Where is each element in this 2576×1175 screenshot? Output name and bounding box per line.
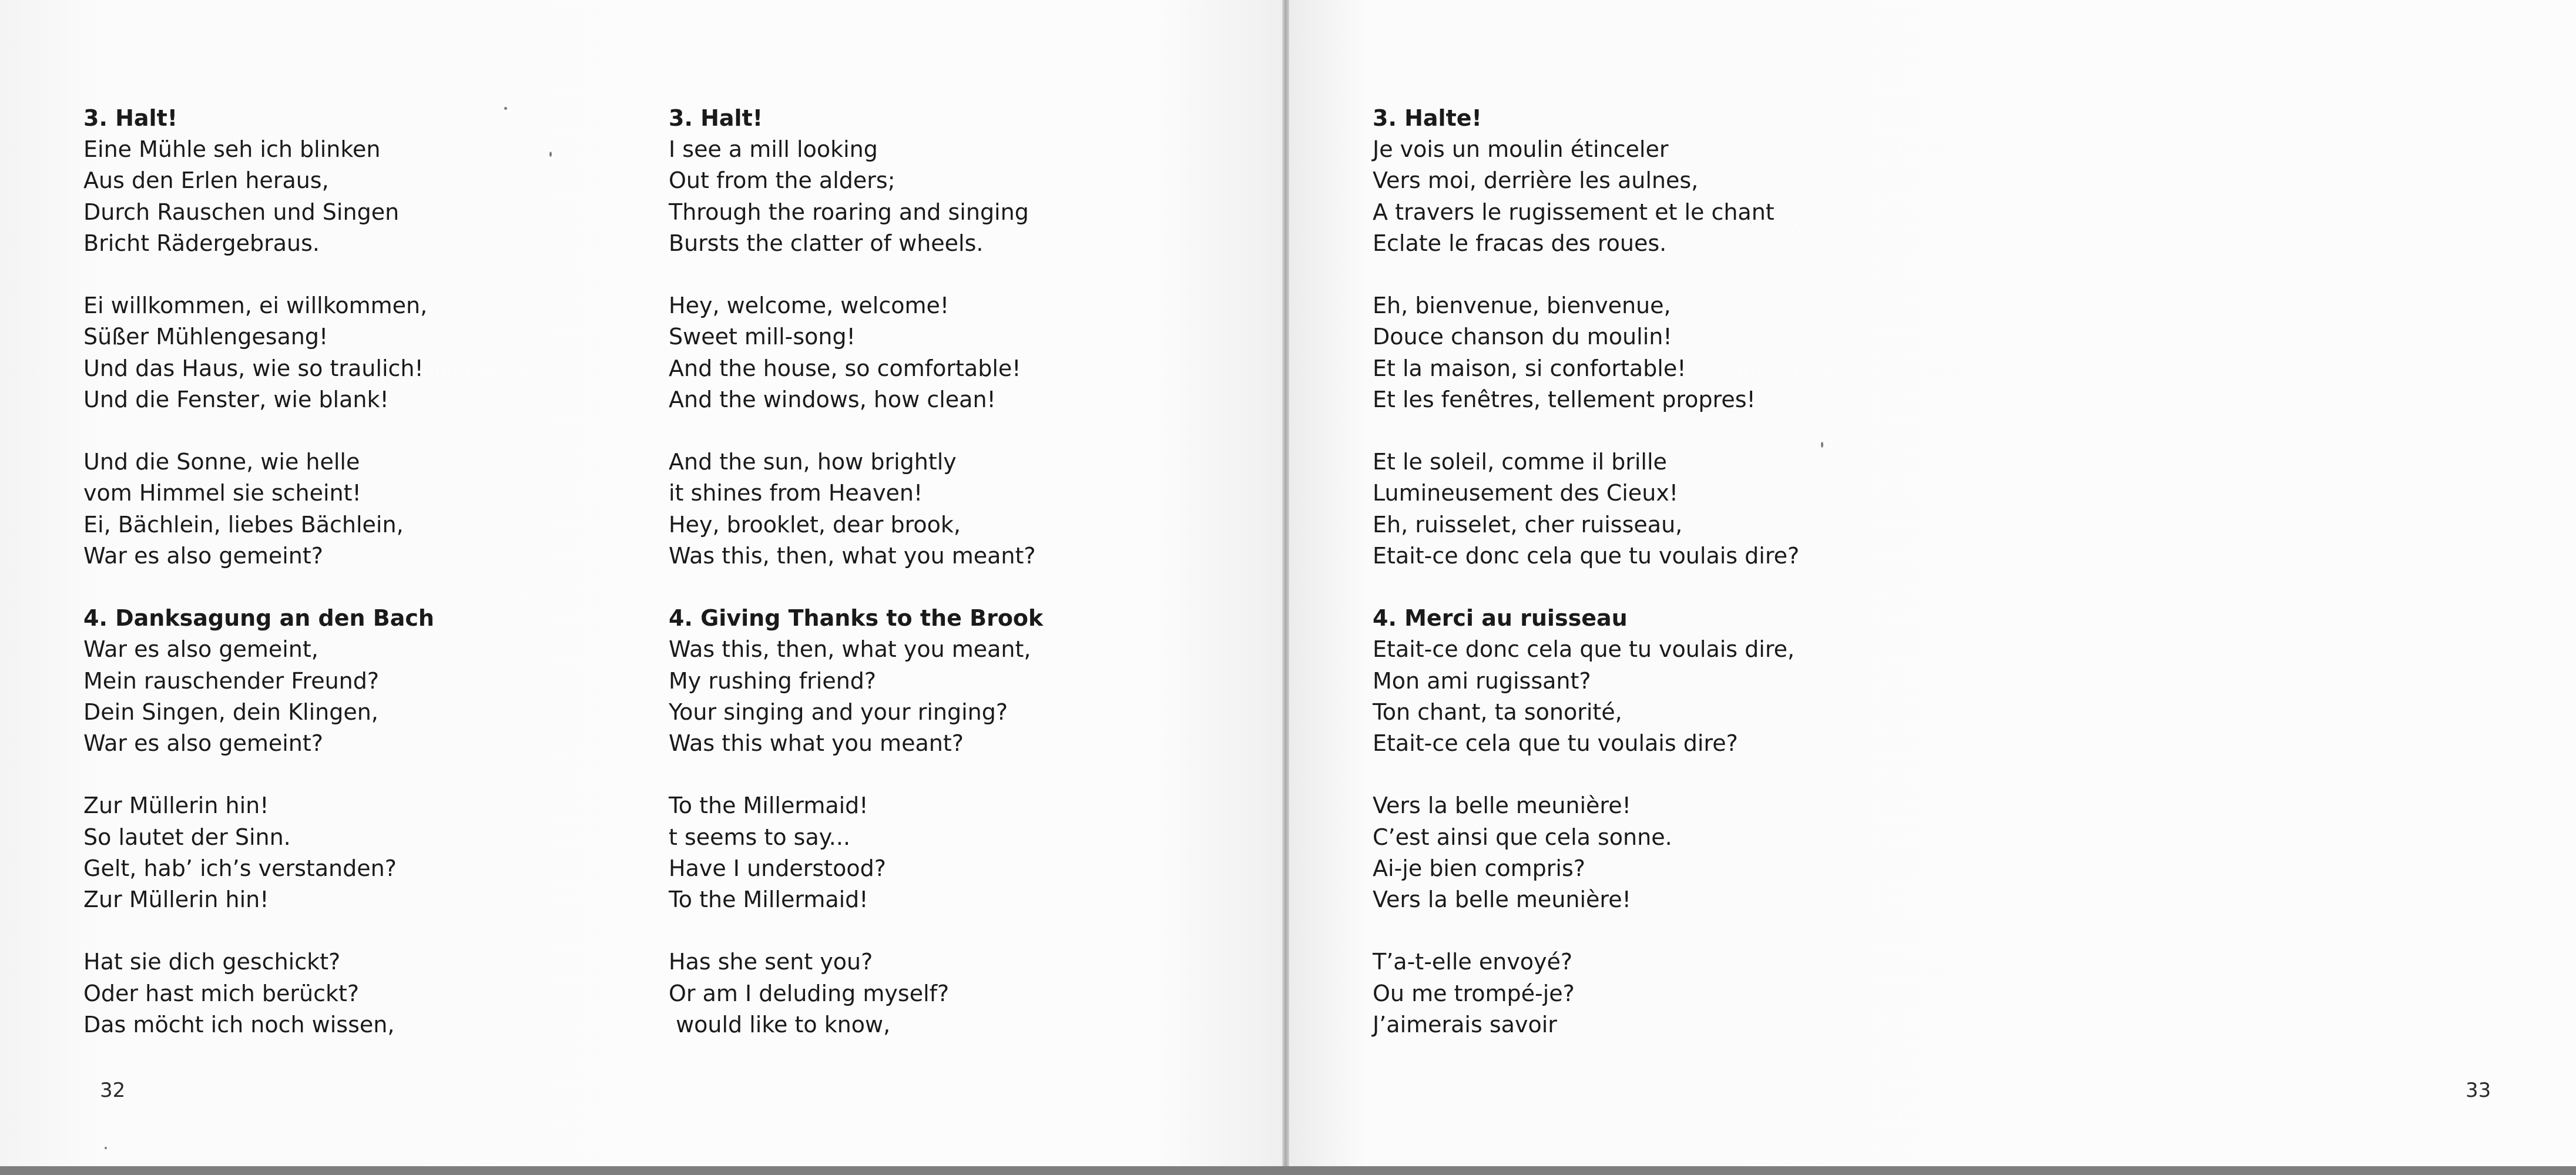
lyric-line: Douce chanson du moulin!	[1373, 324, 1672, 350]
lyric-line: Eine Mühle seh ich blinken	[83, 136, 381, 163]
lyric-line: vom Himmel sie scheint!	[83, 480, 361, 506]
german-lyrics-column	[83, 103, 434, 1040]
stanza-break	[83, 759, 434, 790]
lyric-line: Vers la belle meunière!	[1373, 793, 1631, 819]
lyric-line: Ou me trompé-je?	[1373, 980, 1575, 1006]
lyric-line: Have I understood?	[669, 855, 886, 881]
lyric-line: Etait-ce donc cela que tu voulais dire?	[1373, 542, 1800, 569]
lyric-line: Hey, welcome, welcome!	[669, 293, 950, 319]
lyric-line: And the house, so comfortable!	[669, 355, 1021, 381]
stanza-break	[669, 259, 1043, 290]
lyric-line: Through the roaring and singing	[669, 199, 1029, 225]
dust-speck	[105, 1147, 107, 1149]
stanza-break	[669, 915, 1043, 946]
stanza-break	[1373, 415, 1799, 446]
lyric-line: And the sun, how brightly	[669, 449, 957, 475]
lyric-line: t seems to say...	[669, 824, 851, 850]
lyric-line: Zur Müllerin hin!	[83, 887, 269, 913]
lyric-line: Sweet mill-song!	[669, 324, 856, 350]
stanza-break	[83, 915, 434, 946]
song-heading: 4. Giving Thanks to the Brook	[669, 605, 1044, 632]
lyric-line: Eclate le fracas des roues.	[1373, 230, 1667, 256]
lyric-line: So lautet der Sinn.	[83, 824, 291, 850]
book-gutter	[1282, 0, 1289, 1166]
lyric-line: Und das Haus, wie so traulich!	[83, 355, 424, 381]
lyric-line: Und die Fenster, wie blank!	[83, 386, 389, 412]
lyric-line: Was this what you meant?	[669, 730, 964, 757]
lyric-line: Vers la belle meunière!	[1373, 887, 1631, 913]
lyric-line: Et le soleil, comme il brille	[1373, 449, 1667, 475]
lyric-line: Hey, brooklet, dear brook,	[669, 511, 961, 538]
stanza-break	[1373, 572, 1799, 603]
song-heading: 4. Danksagung an den Bach	[83, 605, 434, 632]
lyric-line: Hat sie dich geschickt?	[83, 949, 341, 975]
lyric-line: Je vois un moulin étinceler	[1373, 136, 1669, 163]
lyric-line: Eh, ruisselet, cher ruisseau,	[1373, 511, 1683, 538]
lyric-line: Das möcht ich noch wissen,	[83, 1011, 395, 1038]
song-heading: 3. Halt!	[83, 105, 178, 131]
lyric-line: To the Millermaid!	[669, 793, 868, 819]
lyric-line: I see a mill looking	[669, 136, 878, 163]
stanza-break	[83, 415, 434, 446]
lyric-line: would like to know,	[669, 1011, 891, 1038]
song-heading: 3. Halte!	[1373, 105, 1482, 131]
lyric-line: J’aimerais savoir	[1373, 1011, 1557, 1038]
song-heading: 4. Merci au ruisseau	[1373, 605, 1628, 632]
lyric-line: Et la maison, si confortable!	[1373, 355, 1686, 381]
lyric-line: T’a-t-elle envoyé?	[1373, 949, 1573, 975]
lyric-line: And the windows, how clean!	[669, 386, 996, 412]
lyric-line: Oder hast mich berückt?	[83, 980, 360, 1006]
right-page	[1289, 0, 2576, 1166]
stanza-break	[1373, 259, 1799, 290]
lyric-line: Your singing and your ringing?	[669, 699, 1008, 725]
lyric-line: Vers moi, derrière les aulnes,	[1373, 167, 1699, 194]
dust-speck	[1821, 442, 1823, 448]
song-heading: 3. Halt!	[669, 105, 763, 131]
lyric-line: Aus den Erlen heraus,	[83, 167, 329, 194]
lyric-line: Ei willkommen, ei willkommen,	[83, 293, 428, 319]
lyric-line: Dein Singen, dein Klingen,	[83, 699, 378, 725]
stanza-break	[83, 259, 434, 290]
lyric-line: Mon ami rugissant?	[1373, 667, 1591, 694]
lyric-line: My rushing friend?	[669, 667, 877, 694]
page-number-right: 33	[2466, 1079, 2491, 1102]
scanner-edge	[0, 1166, 2576, 1175]
lyric-line: War es also gemeint?	[83, 542, 323, 569]
english-lyrics-column	[669, 103, 1043, 1040]
stanza-break	[83, 572, 434, 603]
french-lyrics-column	[1373, 103, 1799, 1040]
dust-speck	[504, 107, 507, 110]
lyric-line: Bursts the clatter of wheels.	[669, 230, 984, 256]
lyric-line: Etait-ce donc cela que tu voulais dire,	[1373, 636, 1795, 663]
lyric-line: To the Millermaid!	[669, 887, 868, 913]
lyric-line: Was this, then, what you meant?	[669, 542, 1036, 569]
lyric-line: Etait-ce cela que tu voulais dire?	[1373, 730, 1738, 757]
dust-speck	[549, 152, 552, 157]
left-page	[0, 0, 1282, 1166]
lyric-line: Und die Sonne, wie helle	[83, 449, 360, 475]
lyric-line: Zur Müllerin hin!	[83, 793, 269, 819]
lyric-line: Lumineusement des Cieux!	[1373, 480, 1678, 506]
lyric-line: Ei, Bächlein, liebes Bächlein,	[83, 511, 404, 538]
lyric-line: Eh, bienvenue, bienvenue,	[1373, 293, 1671, 319]
lyric-line: Was this, then, what you meant,	[669, 636, 1031, 663]
lyric-line: Has she sent you?	[669, 949, 873, 975]
lyric-line: Süßer Mühlengesang!	[83, 324, 328, 350]
lyric-line: Or am I deluding myself?	[669, 980, 950, 1006]
lyric-line: Gelt, hab’ ich’s verstanden?	[83, 855, 397, 881]
lyric-line: A travers le rugissement et le chant	[1373, 199, 1775, 225]
lyric-line: Ai-je bien compris?	[1373, 855, 1585, 881]
stanza-break	[669, 759, 1043, 790]
stanza-break	[669, 415, 1043, 446]
stanza-break	[1373, 759, 1799, 790]
stanza-break	[1373, 915, 1799, 946]
lyric-line: Bricht Rädergebraus.	[83, 230, 320, 256]
lyric-line: C’est ainsi que cela sonne.	[1373, 824, 1672, 850]
lyric-line: War es also gemeint,	[83, 636, 318, 663]
lyric-line: Durch Rauschen und Singen	[83, 199, 400, 225]
lyric-line: War es also gemeint?	[83, 730, 323, 757]
stanza-break	[669, 572, 1043, 603]
lyric-line: Mein rauschender Freund?	[83, 667, 380, 694]
lyric-line: Et les fenêtres, tellement propres!	[1373, 386, 1756, 412]
lyric-line: Out from the alders;	[669, 167, 895, 194]
lyric-line: Ton chant, ta sonorité,	[1373, 699, 1622, 725]
lyric-line: it shines from Heaven!	[669, 480, 923, 506]
page-number-left: 32	[100, 1079, 126, 1102]
